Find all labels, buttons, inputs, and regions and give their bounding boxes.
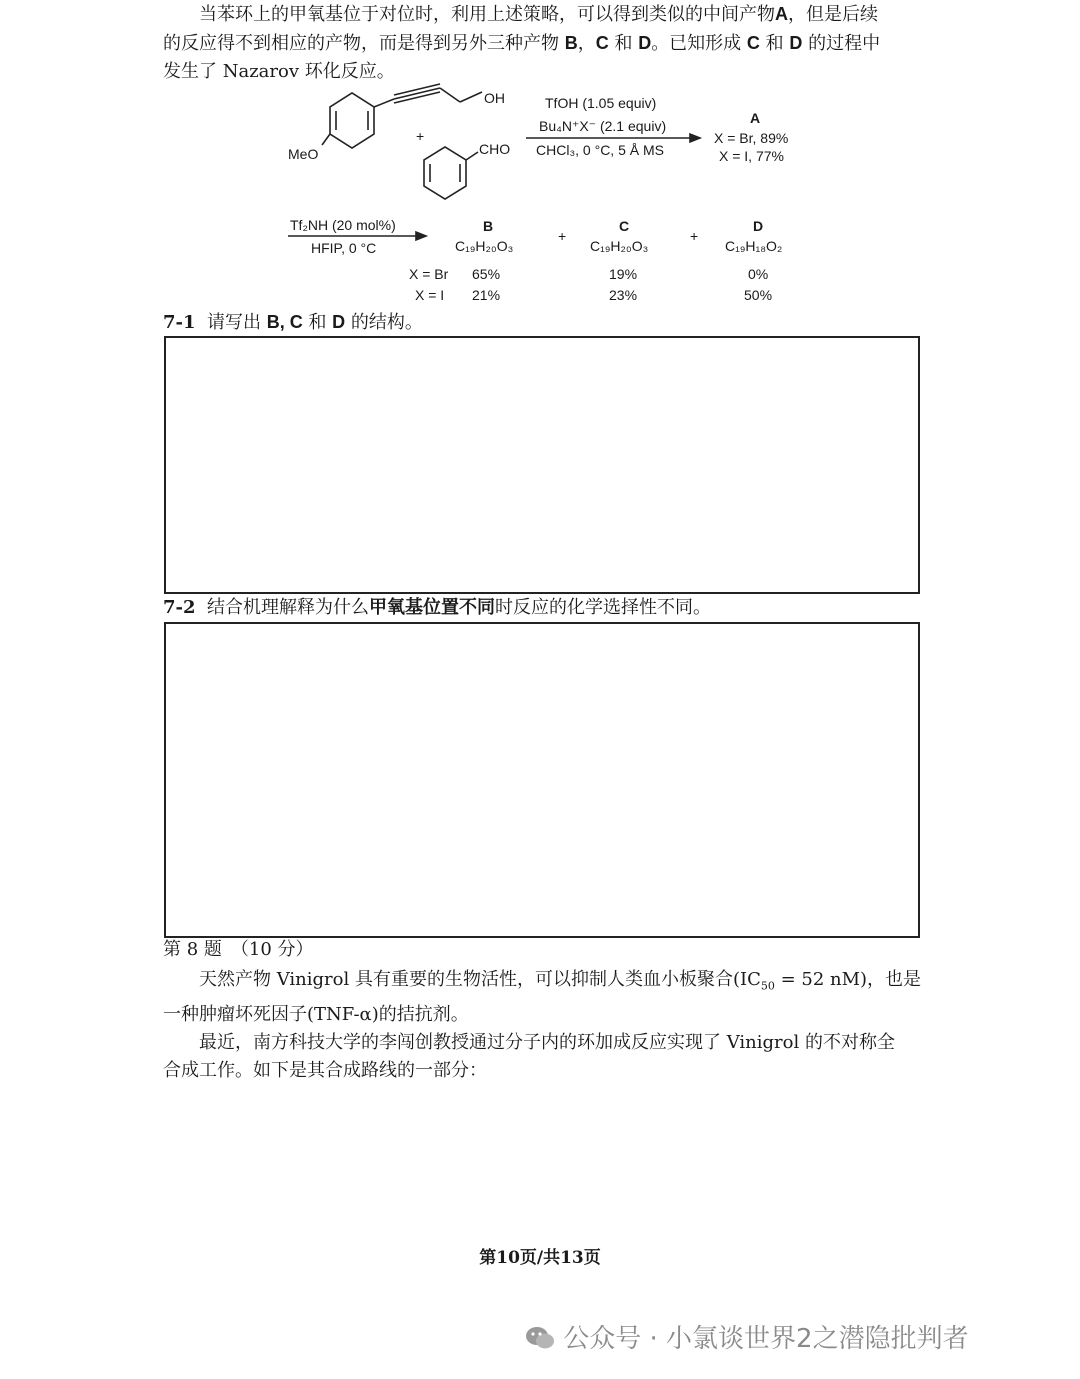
q8-para-2: 最近，南方科技大学的李闯创教授通过分子内的环加成反应实现了 Vinigrol 的不对称全: [199, 1031, 895, 1053]
plus-sign-2: +: [558, 228, 567, 244]
watermark-text: 公众号 · 小氯谈世界2之潜隐批判者: [563, 1324, 969, 1354]
yield-d-br: 0%: [748, 266, 769, 282]
condition-tfoh: TfOH (1.05 equiv): [545, 95, 657, 111]
product-b-label: B: [483, 218, 494, 234]
product-c-formula: C₁₉H₂₀O₃: [590, 238, 649, 254]
condition-bu4nx: Bu₄N⁺X⁻ (2.1 equiv): [539, 118, 667, 134]
intro-line-2: 的反应得不到相应的产物，而是得到另外三种产物 B，C 和 D。已知形成 C 和 D 的过程中: [163, 33, 881, 54]
q8-para-1: 天然产物 Vinigrol 具有重要的生物活性，可以抑制人类血小板聚合($IC_{50} = 52$ nM)，也是: [199, 969, 922, 993]
yield-b-i: 21%: [472, 287, 501, 303]
intro-line-3: 发生了 Nazarov 环化反应。: [163, 61, 395, 82]
yield-row-i-label: X = I: [415, 287, 445, 303]
q8-para-1-cont: 一种肿瘤坏死因子(TNF-α)的拮抗剂。: [163, 1003, 469, 1025]
question-8-title: 第 8 题 （10 分）: [163, 939, 314, 960]
product-a-yield-i: X = I, 77%: [719, 148, 784, 164]
plus-sign: +: [416, 128, 425, 144]
question-8-body: [163, 966, 923, 1085]
question-7-1: 7-1 请写出 B, C 和 D 的结构。: [163, 312, 423, 333]
product-d-formula: C₁₉H₁₈O₂: [725, 238, 783, 254]
condition-chcl3: CHCl₃, 0 °C, 5 Å MS: [536, 142, 664, 158]
yield-b-br: 65%: [472, 266, 501, 282]
question-7-2: 7-2 结合机理解释为什么甲氧基位置不同时反应的化学选择性不同。: [163, 597, 711, 618]
condition-tf2nh: Tf₂NH (20 mol%): [290, 217, 396, 233]
product-a-yield-br: X = Br, 89%: [714, 130, 789, 146]
yield-d-i: 50%: [744, 287, 773, 303]
product-a-label: A: [750, 110, 761, 126]
condition-hfip: HFIP, 0 °C: [311, 240, 377, 256]
product-d-label: D: [753, 218, 764, 234]
yield-c-i: 23%: [609, 287, 638, 303]
answer-box-7-2[interactable]: [164, 622, 920, 938]
wechat-icon: [525, 1325, 555, 1351]
yield-c-br: 19%: [609, 266, 638, 282]
oh-label: OH: [484, 90, 505, 106]
ome-bond: [322, 134, 330, 145]
meo-label: MeO: [288, 146, 319, 162]
yield-row-br-label: X = Br: [409, 266, 449, 282]
page-number: 第10页/共13页: [479, 1248, 601, 1268]
reaction-scheme-graphic: [0, 0, 1080, 320]
intro-line-1: 当苯环上的甲氧基位于对位时，利用上述策略，可以得到类似的中间产物A，但是后续: [199, 4, 878, 25]
q8-para-2-cont: 合成工作。如下是其合成路线的一部分：: [163, 1059, 487, 1081]
answer-box-7-1[interactable]: [164, 336, 920, 594]
product-b-formula: C₁₉H₂₀O₃: [455, 238, 514, 254]
product-c-label: C: [619, 218, 630, 234]
plus-sign-3: +: [690, 228, 699, 244]
cho-label: CHO: [479, 141, 511, 157]
watermark: [525, 1318, 969, 1355]
